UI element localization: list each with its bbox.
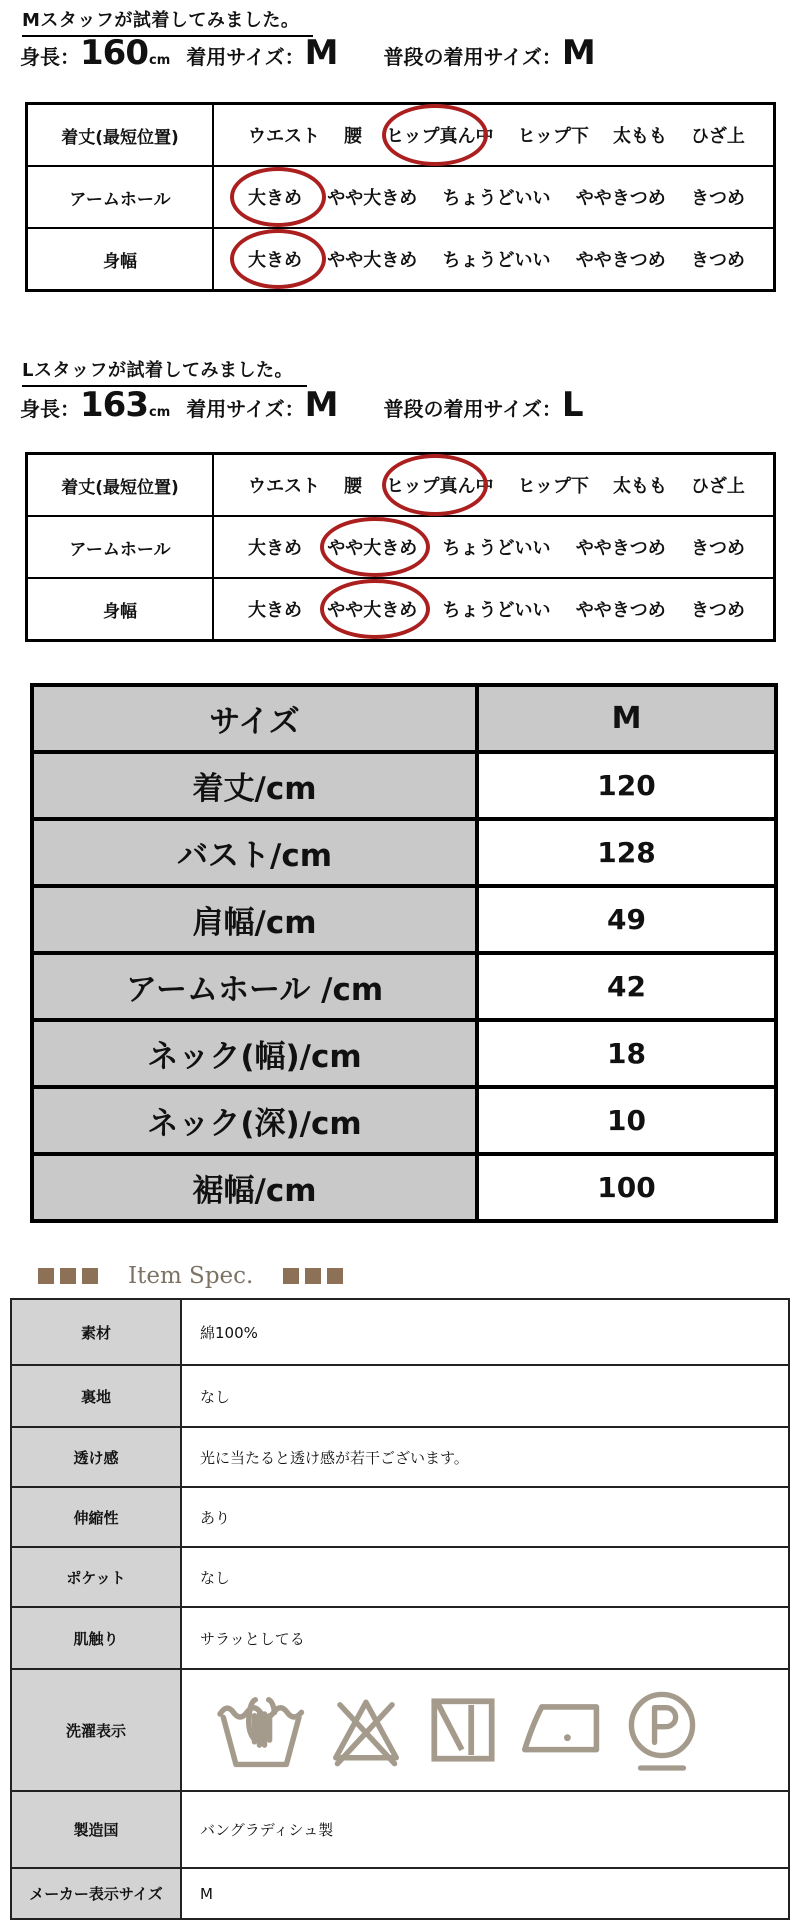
fit-option: ひざ上 [690,476,745,497]
fit-option-circled: やや大きめ [327,596,417,622]
spec-row-label: ポケット [12,1548,180,1606]
hand-wash-icon [214,1688,310,1772]
fit-option: ややきつめ [575,188,666,209]
fit-option: ひざ上 [690,126,745,147]
fit-option: きつめ [691,188,745,209]
fit-option: ちょうどいい [442,600,551,621]
fit-option: 太もも [612,476,667,497]
usual-size-label: 普段の着用サイズ： [383,397,562,421]
worn-size-label: 着用サイズ： [186,45,305,69]
row-label: 着丈(最短位置) [28,455,212,515]
spec-row-label: 素材 [12,1300,180,1364]
item-spec-header [38,1263,349,1289]
decorative-squares-right [283,1268,349,1284]
fit-option: 腰 [344,126,362,147]
fit-option-circled: 大きめ [248,246,302,272]
fit-option-circled: ヒップ真ん中 [386,472,493,498]
row-label: アームホール [28,517,212,577]
row-label: 身幅 [28,229,212,289]
usual-size-value: M [561,33,595,73]
size-row-value: 42 [479,955,774,1018]
height-label: 身長： [20,45,80,69]
fit-feedback-table-m [25,102,776,292]
fit-option: ややきつめ [575,538,666,559]
fit-option: ウエスト [248,476,320,497]
fit-option: ちょうどいい [442,188,551,209]
usual-size-label: 普段の着用サイズ： [383,45,562,69]
spec-row-value: バングラディシュ製 [182,1792,788,1867]
fit-option: やや大きめ [327,188,418,209]
fit-option: ちょうどいい [442,250,551,271]
row-label: 身幅 [28,579,212,639]
square-icon [60,1268,76,1284]
do-not-bleach-icon [322,1688,410,1772]
height-value: 163 [80,385,148,425]
fit-options-row [214,229,773,289]
fit-option: やや大きめ [327,250,418,271]
spec-row-value: 光に当たると透け感が若干ございます。 [182,1428,788,1486]
size-row-value: 128 [479,821,774,884]
fit-feedback-table-l [25,452,776,642]
square-icon [327,1268,343,1284]
spec-row-label: 洗濯表示 [12,1670,180,1790]
size-chart-table [30,683,778,1223]
fit-option: きつめ [691,538,745,559]
size-row-value: 49 [479,888,774,951]
size-row-label: ネック(深)/cm [34,1089,475,1152]
fit-option: 太もも [612,126,667,147]
size-row-value: 100 [479,1156,774,1219]
size-row-value: 120 [479,754,774,817]
decorative-squares-left [38,1268,104,1284]
size-row-label: 裾幅/cm [34,1156,475,1219]
spec-row-label: 透け感 [12,1428,180,1486]
stats-line-m [20,33,595,73]
spec-row-label: 伸縮性 [12,1488,180,1546]
size-row-value: 18 [479,1022,774,1085]
fit-option: ちょうどいい [442,538,551,559]
spec-row-value: なし [182,1548,788,1606]
dry-clean-p-icon [624,1687,700,1773]
spec-row-value: あり [182,1488,788,1546]
height-value: 160 [80,33,148,73]
fit-option: ヒップ下 [517,476,589,497]
height-unit: cm [148,53,171,68]
fit-option-circled: ヒップ真ん中 [386,122,493,148]
section-heading-m: Mスタッフが試着してみました。 [22,6,313,37]
spec-row-label: 製造国 [12,1792,180,1867]
item-spec-table [10,1298,790,1920]
height-unit: cm [148,405,171,420]
worn-size-value: M [304,33,338,73]
worn-size-value: M [304,385,338,425]
usual-size-value: L [561,385,583,425]
spec-row-value: なし [182,1366,788,1426]
spec-row-value: 綿100% [182,1300,788,1364]
fit-option: ややきつめ [575,600,666,621]
stats-line-l [20,385,583,425]
dry-in-shade-icon [422,1688,504,1772]
height-label: 身長： [20,397,80,421]
spec-row-value: サラッとしてる [182,1608,788,1668]
size-row-label: ネック(幅)/cm [34,1022,475,1085]
fit-options-row [214,579,773,639]
fit-option-circled: やや大きめ [327,534,417,560]
row-label: アームホール [28,167,212,227]
fit-option: 大きめ [248,600,302,621]
fit-option-circled: 大きめ [248,184,302,210]
fit-options-row [214,517,773,577]
fit-options-row [214,167,773,227]
square-icon [38,1268,54,1284]
section-heading-l: Lスタッフが試着してみました。 [22,356,307,387]
square-icon [305,1268,321,1284]
spec-row-value: M [182,1869,788,1918]
worn-size-label: 着用サイズ： [186,397,305,421]
fit-option: きつめ [691,250,745,271]
size-chart-header-label: サイズ [34,687,475,750]
size-row-value: 10 [479,1089,774,1152]
fit-option: きつめ [691,600,745,621]
size-row-label: アームホール /cm [34,955,475,1018]
fit-option: ウエスト [248,126,320,147]
spec-row-label: 裏地 [12,1366,180,1426]
fit-option: ヒップ下 [517,126,589,147]
fit-option: 腰 [344,476,362,497]
fit-option: ややきつめ [575,250,666,271]
square-icon [283,1268,299,1284]
size-row-label: 肩幅/cm [34,888,475,951]
spec-row-label: 肌触り [12,1608,180,1668]
square-icon [82,1268,98,1284]
fit-options-row [214,455,773,515]
iron-icon [516,1695,612,1765]
size-row-label: 着丈/cm [34,754,475,817]
laundry-symbols-row [182,1670,788,1790]
item-spec-title: Item Spec. [128,1263,254,1289]
row-label: 着丈(最短位置) [28,105,212,165]
fit-options-row [214,105,773,165]
spec-row-label: メーカー表示サイズ [12,1869,180,1918]
fit-option: 大きめ [248,538,302,559]
size-row-label: バスト/cm [34,821,475,884]
size-chart-header-value: M [479,687,774,750]
